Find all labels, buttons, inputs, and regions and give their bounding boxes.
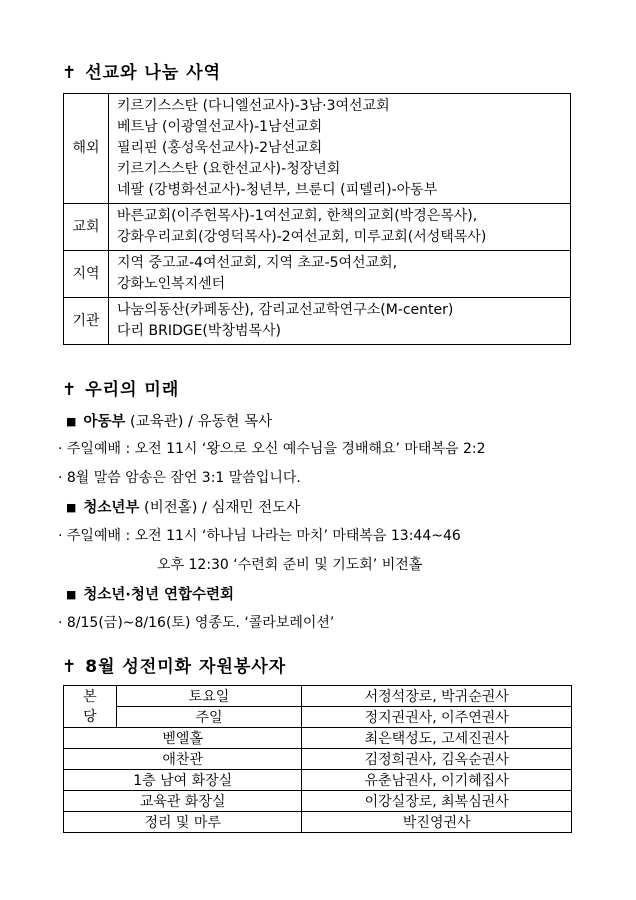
future-title-text: 우리의 미래	[85, 380, 180, 400]
mission-line: 키르기스스탄 (다니엘선교사)-3남·3여선교회	[117, 98, 390, 114]
mission-detail-cell	[109, 298, 571, 345]
category-cell: 지역	[64, 251, 109, 298]
volunteer-table	[63, 685, 572, 833]
volunteers-section-title	[62, 652, 286, 677]
place-cell: 교육관 화장실	[64, 791, 302, 812]
place-cell: 벧엘홀	[64, 728, 302, 749]
mission-section-title	[62, 58, 221, 83]
names-cell: 최은택성도, 고세진권사	[302, 728, 572, 749]
retreat-name: 청소년·청년 연합수련회	[83, 587, 235, 603]
mission-detail-cell	[109, 204, 571, 251]
mission-title-text: 선교와 나눔 사역	[85, 63, 222, 83]
names-cell: 서정석장로, 박귀순권사	[302, 686, 572, 707]
place-cell: 토요일	[116, 686, 302, 707]
mission-line: 강화노인복지센터	[117, 276, 226, 292]
retreat-heading	[66, 583, 234, 604]
cross-icon: ✝	[62, 380, 78, 400]
service-line: · 주일예배 : 오전 11시 ‘하나님 나라는 마치’ 마태복음 13:44~46	[58, 528, 461, 544]
dept-detail: (교육관) / 유동현 목사	[130, 414, 273, 430]
table-row	[64, 686, 572, 707]
square-bullet-icon: ■	[66, 501, 77, 514]
names-cell: 정지권권사, 이주연권사	[302, 707, 572, 728]
service-line-afternoon: 오후 12:30 ‘수련회 준비 및 기도회’ 비전홀	[157, 557, 423, 573]
mission-line: 필리핀 (홍성욱선교사)-2남선교회	[117, 140, 323, 156]
table-row	[64, 749, 572, 770]
category-cell: 교회	[64, 204, 109, 251]
mission-line: 다리 BRIDGE(박창범목사)	[117, 323, 281, 339]
category-cell: 기관	[64, 298, 109, 345]
youth-dept-heading	[66, 496, 300, 517]
main-hall-char: 당	[83, 708, 97, 725]
volunteers-title-text: 8월 성전미화 자원봉사자	[85, 657, 287, 677]
table-row	[64, 770, 572, 791]
table-row	[64, 251, 571, 298]
mission-line: 나눔의동산(카페동산), 감리교선교학연구소(M-center)	[117, 302, 454, 318]
table-row	[64, 204, 571, 251]
square-bullet-icon: ■	[66, 588, 77, 601]
dept-name: 청소년부	[83, 500, 140, 516]
dept-name: 아동부	[83, 414, 126, 430]
future-section-title	[62, 375, 179, 400]
table-row	[64, 728, 572, 749]
main-hall-char: 본	[83, 688, 97, 705]
mission-table	[63, 93, 571, 345]
cross-icon: ✝	[62, 63, 78, 83]
place-cell: 주일	[116, 707, 302, 728]
names-cell: 박진영권사	[302, 812, 572, 833]
table-row	[64, 707, 572, 728]
mission-line: 키르기스스탄 (요한선교사)-청장년회	[117, 161, 341, 177]
table-row	[64, 791, 572, 812]
place-cell: 정리 및 마루	[64, 812, 302, 833]
mission-detail-cell	[109, 94, 571, 204]
category-cell: 해외	[64, 94, 109, 204]
service-line: · 주일예배 : 오전 11시 ‘왕으로 오신 예수님을 경배해요’ 마태복음 2:2	[58, 441, 486, 457]
mission-line: 바른교회(이주헌목사)-1여선교회, 한책의교회(박경은목사),	[117, 208, 478, 224]
mission-line: 네팔 (강병화선교사)-청년부, 브룬디 (피델리)-아동부	[117, 182, 438, 198]
names-cell: 이강실장로, 최복심권사	[302, 791, 572, 812]
mission-line: 강화우리교회(강영덕목사)-2여선교회, 미루교회(서성택목사)	[117, 229, 487, 245]
mission-detail-cell	[109, 251, 571, 298]
square-bullet-icon: ■	[66, 415, 77, 428]
table-row	[64, 812, 572, 833]
mission-line: 지역 중고교-4여선교회, 지역 초교-5여선교회,	[117, 255, 398, 271]
names-cell: 유춘남권사, 이기혜집사	[302, 770, 572, 791]
mission-line: 베트남 (이광열선교사)-1남선교회	[117, 119, 323, 135]
main-hall-cell	[64, 686, 117, 728]
retreat-date-line: · 8/15(금)~8/16(토) 영종도. ‘콜라보레이션’	[58, 615, 335, 631]
place-cell: 1층 남여 화장실	[64, 770, 302, 791]
cross-icon: ✝	[62, 657, 78, 677]
place-cell: 애찬관	[64, 749, 302, 770]
dept-detail: (비전홀) / 심재민 전도사	[144, 500, 301, 516]
table-row	[64, 94, 571, 204]
names-cell: 김정희권사, 김옥순권사	[302, 749, 572, 770]
memory-verse-line: · 8월 말씀 암송은 잠언 3:1 말씀입니다.	[58, 470, 301, 486]
children-dept-heading	[66, 410, 272, 431]
table-row	[64, 298, 571, 345]
